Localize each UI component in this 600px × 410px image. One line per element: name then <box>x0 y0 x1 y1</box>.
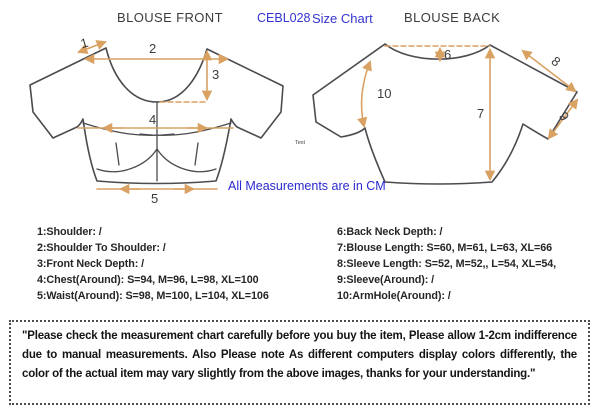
measurement-line-armhole: 10:ArmHole(Around): / <box>337 290 451 302</box>
front-dart-right <box>195 143 198 165</box>
size-chart-title: Size Chart <box>312 11 373 26</box>
measurement-line-sleeve-length: 8:Sleeve Length: S=52, M=52,, L=54, XL=54, <box>337 258 557 270</box>
front-underbust-curve-right <box>157 149 216 172</box>
label-4: 4 <box>149 112 157 127</box>
front-dart-left <box>116 143 119 165</box>
measurement-line-shoulder: 1:Shoulder: / <box>37 226 102 238</box>
blouse-back-title: BLOUSE BACK <box>404 10 501 25</box>
measurement-line-sleeve-around: 9:Sleeve(Around): / <box>337 274 435 286</box>
blouse-back-drawing <box>295 44 577 184</box>
label-2: 2 <box>149 41 157 56</box>
arrow-10-armhole <box>362 62 370 126</box>
front-underbust-curve-left <box>97 149 157 172</box>
measurement-line-back-neck: 6:Back Neck Depth: / <box>337 226 443 238</box>
measurement-unit-note: All Measurements are in CM <box>228 179 386 193</box>
label-6: 6 <box>444 47 452 62</box>
measurement-line-shoulder2shoulder: 2:Shoulder To Shoulder: / <box>37 242 166 254</box>
measurement-line-front-neck: 3:Front Neck Depth: / <box>37 258 145 270</box>
label-5: 5 <box>151 191 159 206</box>
measurement-line-chest: 4:Chest(Around): S=94, M=96, L=98, XL=100 <box>37 274 259 286</box>
measurement-list-back <box>337 224 556 304</box>
measurement-line-waist: 5:Waist(Around): S=98, M=100, L=104, XL=106 <box>37 290 269 302</box>
label-7: 7 <box>477 106 485 121</box>
label-1: 1 <box>78 34 90 52</box>
arrow-8-sleeve-length <box>523 51 575 91</box>
measurement-list-front <box>37 224 269 304</box>
label-3: 3 <box>212 67 220 82</box>
label-9: 9 <box>556 108 573 124</box>
product-code: CEBL028 <box>257 11 311 25</box>
text-watermark: Text <box>295 140 306 146</box>
blouse-front-title: BLOUSE FRONT <box>117 10 223 25</box>
label-8: 8 <box>548 53 564 70</box>
label-10: 10 <box>377 86 392 101</box>
measurement-line-blouse-length: 7:Blouse Length: S=60, M=61, L=63, XL=66 <box>337 242 553 254</box>
disclaimer-note: "Please check the measurement chart carefully before you buy the item, Please allow 1-2cm indifference due to manual measurements. Also Please note As different computers display colors differently, the color of the actual item may vary slightly from the above images, thanks for your understanding." <box>9 320 590 405</box>
front-bust-curve-left <box>83 123 174 135</box>
blouse-back-outline <box>313 44 577 184</box>
